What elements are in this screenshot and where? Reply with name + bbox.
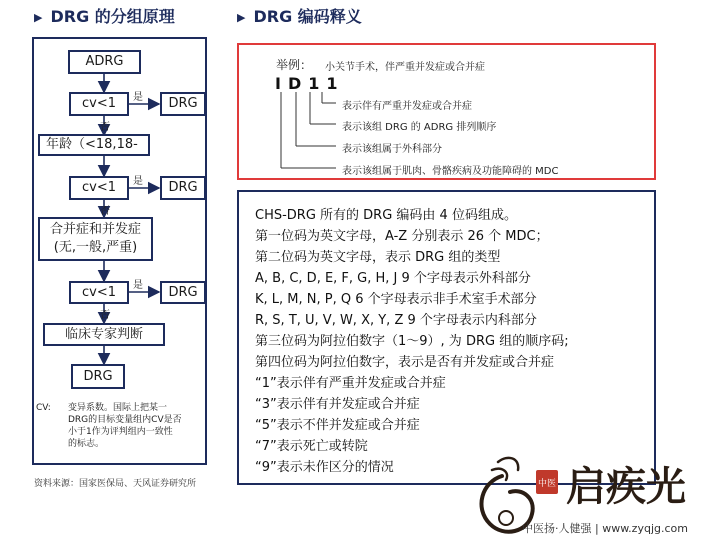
age-node: 年龄（<18,18-: [38, 134, 150, 156]
left-section-title: ▶ DRG 的分组原理: [34, 7, 175, 26]
drg-node-2: DRG: [160, 176, 206, 200]
cv-note-line: 变异系数。国际上把某一: [68, 403, 168, 413]
complication-node: [38, 217, 153, 261]
cv-check-node-3: cv<1: [69, 281, 129, 304]
brand-name: 启疾光: [566, 463, 686, 510]
code-meaning-4th: 表示伴有严重并发症或合并症: [342, 101, 472, 112]
cv-check-node-1: cv<1: [69, 92, 129, 116]
rule-line: “1”表示伴有严重并发症或合并症: [255, 376, 446, 391]
rule-line: 第二位码为英文字母，表示 DRG 组的类型: [255, 250, 501, 265]
seal-stamp: 中医: [536, 470, 558, 494]
yes-label-2: 是: [133, 176, 143, 187]
no-label-3: 否: [100, 310, 110, 321]
rule-line: CHS-DRG 所有的 DRG 编码由 4 位码组成。: [255, 208, 517, 223]
yes-label-1: 是: [133, 92, 143, 103]
complication-levels: (无,一般,严重): [53, 240, 138, 255]
code-meaning-1st: 表示该组属于肌肉、骨骼疾病及功能障碍的 MDC: [342, 166, 559, 177]
rule-line: 第四位码为阿拉伯数字，表示是否有并发症或合并症: [255, 355, 555, 370]
yes-label-3: 是: [133, 280, 143, 291]
rule-line: K, L, M, N, P, Q 6 个字母表示非手术室手术部分: [255, 292, 537, 307]
cv-definition-note: [36, 402, 202, 450]
no-label-1: 否: [100, 122, 110, 133]
rule-line: “3”表示伴有并发症或合并症: [255, 397, 420, 412]
code-meaning-3rd: 表示该组 DRG 的 ADRG 排列顺序: [342, 122, 497, 133]
right-section-title: ▶ DRG 编码释义: [237, 7, 362, 26]
triangle-icon: ▶: [34, 11, 43, 24]
cv-check-node-2: cv<1: [69, 176, 129, 200]
drg-node-1: DRG: [160, 92, 206, 116]
no-label-2: 否: [100, 206, 110, 217]
rule-line: R, S, T, U, V, W, X, Y, Z 9 个字母表示内科部分: [255, 313, 537, 328]
complication-label: 合并症和并发症: [49, 222, 141, 237]
example-description: 小关节手术，伴严重并发症或合并症: [325, 62, 485, 73]
example-code: ID11: [275, 74, 345, 93]
cv-note-key: CV:: [36, 403, 51, 413]
rule-line: “5”表示不伴并发症或合并症: [255, 418, 420, 433]
drg-node-3: DRG: [160, 281, 206, 304]
cv-note-line: 小于1作为评判组内一致性: [68, 427, 173, 437]
rule-line: A, B, C, D, E, F, G, H, J 9 个字母表示外科部分: [255, 271, 531, 286]
rule-line: “9”表示未作区分的情况: [255, 460, 394, 475]
triangle-icon: ▶: [237, 11, 246, 24]
rule-line: “7”表示死亡或转院: [255, 439, 368, 454]
rule-line: 第三位码为阿拉伯数字（1～9）, 为 DRG 组的顺序码;: [255, 334, 569, 349]
cv-note-line: DRG的目标变量组内CV是否: [68, 415, 182, 425]
expert-judgement-node: 临床专家判断: [43, 323, 165, 346]
cv-note-line: 的标志。: [68, 439, 105, 449]
rule-line: 第一位码为英文字母，A-Z 分别表示 26 个 MDC；: [255, 229, 549, 244]
adrg-node: ADRG: [68, 50, 141, 74]
brand-tagline: 中医扬·人健强 | www.zyqjg.com: [522, 522, 688, 535]
drg-final-node: DRG: [71, 364, 125, 389]
example-label: 举例：: [276, 58, 313, 72]
source-note: 资料来源：国家医保局、天风证券研究所: [34, 479, 197, 489]
code-meaning-2nd: 表示该组属于外科部分: [342, 144, 442, 155]
